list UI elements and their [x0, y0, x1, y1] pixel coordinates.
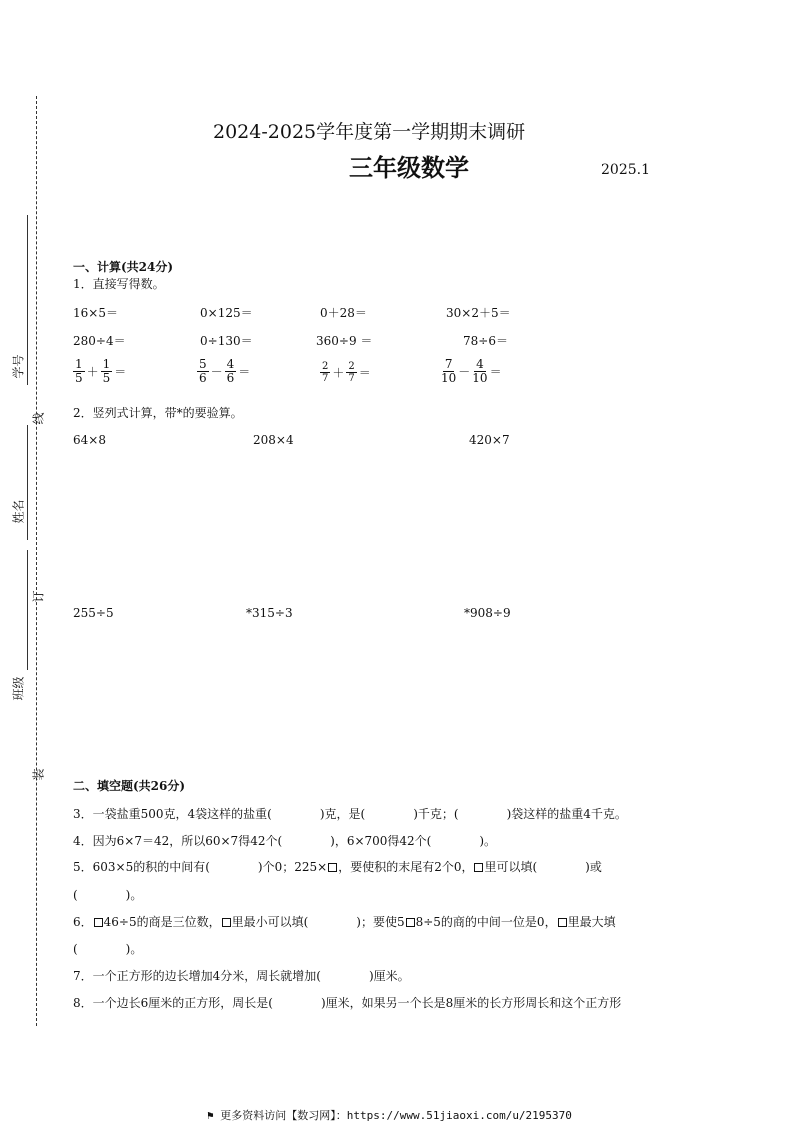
question-3: 3．一袋盐重500克，4袋这样的盐重( )克，是( )千克；( )袋这样的盐重4千克。 — [73, 807, 627, 821]
exam-date: 2025.1 — [601, 162, 650, 178]
calc-4: 30×2＋5＝ — [446, 306, 511, 320]
pack-label: 装 — [31, 768, 46, 781]
exam-title: 2024-2025学年度第一学期期末调研 — [213, 121, 526, 143]
binding-dashed-line — [36, 96, 37, 1026]
question-8: 8．一个边长6厘米的正方形，周长是( )厘米，如果另一个长是8厘米的长方形周长和这个正方形 — [73, 996, 622, 1010]
question-4: 4．因为6×7＝42，所以60×7得42个( )，6×700得42个( )。 — [73, 834, 497, 848]
name-label: 姓名 — [11, 499, 26, 524]
blank-box — [222, 918, 231, 927]
fraction-expr-1: $\frac{1}{5}$ ＋ $\frac{1}{5}$ ＝ — [75, 357, 127, 385]
line-label: 线 — [31, 412, 46, 425]
student-id-label: 学号 — [11, 354, 26, 379]
vertical-calc-4: 255÷5 — [73, 606, 114, 620]
calc-2: 0×125＝ — [200, 306, 253, 320]
exam-subject: 三年级数学 — [349, 153, 469, 182]
question-2: 2．竖列式计算，带*的要验算。 — [73, 406, 243, 420]
question-6: 6． 46÷5的商是三位数， 里最小可以填( )；要使5 8÷5的商的中间一位是0， 里最大填 — [73, 915, 616, 929]
calc-1: 16×5＝ — [73, 306, 118, 320]
vertical-calc-5: *315÷3 — [246, 606, 293, 620]
blank-box — [406, 918, 415, 927]
name-underline — [27, 425, 28, 540]
calc-5: 280÷4＝ — [73, 334, 126, 348]
fraction: $\frac{2}{7}$ — [348, 361, 355, 384]
blank-box — [474, 863, 483, 872]
question-1: 1．直接写得数。 — [73, 277, 165, 291]
class-label: 班级 — [11, 676, 26, 701]
calc-6: 0÷130＝ — [200, 334, 253, 348]
fraction: $\frac{7}{10}$ — [441, 357, 457, 385]
calc-7: 360÷9 ＝ — [316, 334, 373, 348]
question-5: 5．603×5的积的中间有( )个0；225× ，要使积的末尾有2个0， 里可以填( )或 — [73, 860, 602, 874]
footer-link[interactable]: 更多资料访问【数习网】：https://www.51jiaoxi.com/u/2195370 — [220, 1109, 572, 1122]
question-6-cont: ( )。 — [73, 942, 143, 956]
vertical-calc-1: 64×8 — [73, 433, 106, 447]
fraction: $\frac{1}{5}$ — [75, 357, 83, 385]
flag-icon: ⚑ — [207, 1109, 214, 1122]
fraction-expr-2: $\frac{5}{6}$ － $\frac{4}{6}$ ＝ — [199, 357, 251, 385]
blank-box — [328, 863, 337, 872]
vertical-calc-3: 420×7 — [469, 433, 510, 447]
calc-8: 78÷6＝ — [463, 334, 508, 348]
fraction-expr-3: $\frac{2}{7}$ ＋ $\frac{2}{7}$ ＝ — [322, 361, 371, 384]
vertical-calc-6: *908÷9 — [464, 606, 511, 620]
vertical-calc-2: 208×4 — [253, 433, 294, 447]
fraction: $\frac{5}{6}$ — [199, 357, 207, 385]
blank-box — [94, 918, 103, 927]
section1-title: 一、计算(共24分) — [73, 260, 174, 274]
fraction: $\frac{4}{10}$ — [472, 357, 488, 385]
fraction: $\frac{2}{7}$ — [322, 361, 329, 384]
calc-3: 0＋28＝ — [320, 306, 367, 320]
class-underline — [27, 550, 28, 670]
fraction: $\frac{4}{6}$ — [226, 357, 235, 385]
staple-label: 订 — [31, 590, 46, 603]
footer — [207, 1107, 572, 1123]
question-5-cont: ( )。 — [73, 888, 143, 902]
section2-title: 二、填空题(共26分) — [73, 779, 186, 793]
fraction-expr-4: $\frac{7}{10}$ － $\frac{4}{10}$ ＝ — [441, 357, 502, 385]
fraction: $\frac{1}{5}$ — [102, 357, 111, 385]
question-7: 7．一个正方形的边长增加4分米，周长就增加( )厘米。 — [73, 969, 410, 983]
blank-box — [558, 918, 567, 927]
student-id-underline — [27, 215, 28, 385]
